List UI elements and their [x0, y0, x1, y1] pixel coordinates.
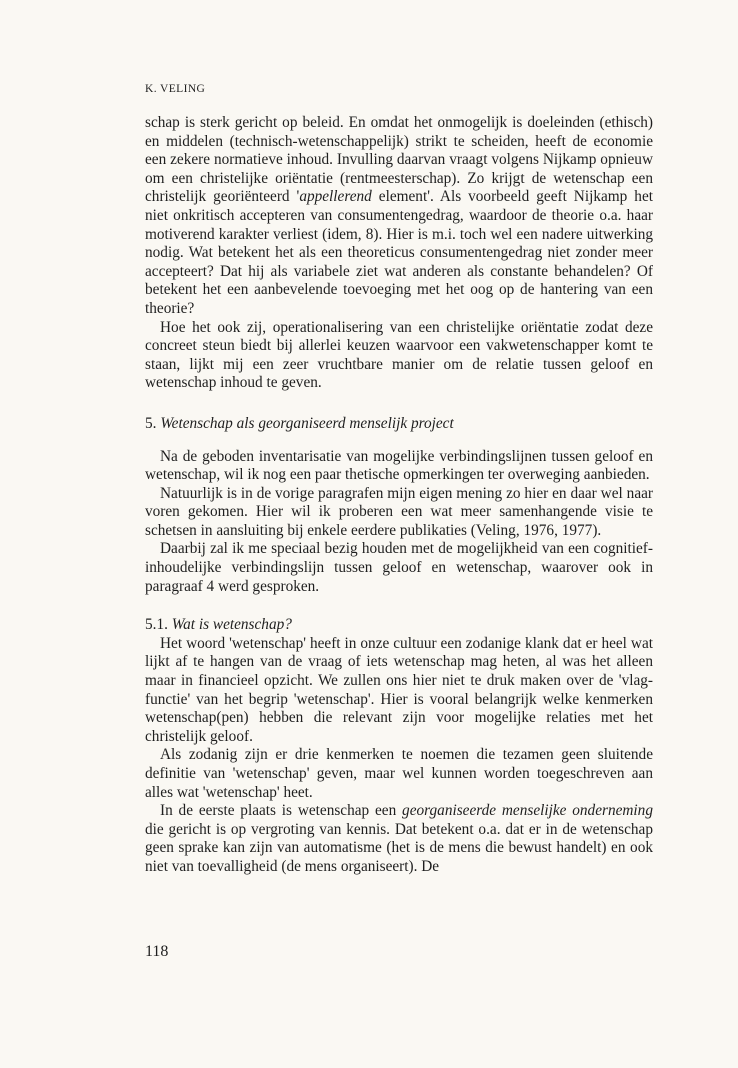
section-5-number: 5.: [145, 414, 157, 432]
paragraph-3: Na de geboden inventarisatie van mogelijke verbindingslijnen tussen geloof en wetenschap, wil ik nog een paar thetische opmerkingen ter overweging aanbieden.: [145, 447, 653, 484]
paragraph-2: Hoe het ook zij, operationalisering van een christelijke oriëntatie zodat deze concreet steun biedt bij allerlei keuzen waarvoor een vakwetenschapper komt te staan, lijkt mij een zeer vruchtbare manier om de relatie tussen geloof en wetenschap inhoud te geven.: [145, 318, 653, 392]
section-5-heading: [145, 415, 653, 434]
paragraph-8: [145, 802, 653, 876]
paragraph-8-text-b: die gericht is op vergroting van kennis. Dat betekent o.a. dat er in de wetenschap geen sprake kan zijn van automatisme (het is de mens die bewust handelt) en ook niet van toevalligheid (de mens organiseert). De: [145, 820, 653, 875]
paragraph-1-text-a: schap is sterk gericht op beleid. En omdat het onmogelijk is doeleinden (ethisch) en middelen (technisch-wetenschappelijk) strikt te scheiden, heeft de economie een zekere normatieve inhoud. Invulling daarvan vraagt volgens Nijkamp opnieuw om een christelijke oriëntatie (rentmeesterschap). Zo krijgt de wetenschap een christelijk georiënteerd ': [145, 114, 653, 206]
page-number: 118: [145, 943, 169, 960]
paragraph-7: Als zodanig zijn er drie kenmerken te noemen die tezamen geen sluitende definitie van 'wetenschap' geven, maar wel kunnen worden toegeschreven aan alles wat 'wetenschap' heet.: [145, 746, 653, 801]
paragraph-1-text-b: element'. Als voorbeeld geeft Nijkamp het niet onkritisch accepteren van consumentengedrag, waardoor de theorie o.a. haar motiverend karakter verliest (idem, 8). Hier is m.i. toch wel een nadere uitwerking nodig. Wat betekent het als een theoreticus consumentengedrag niet zonder meer accepteert? Dat hij als variabele ziet wat anderen als constante behandelen? Of betekent het een aanbevelende toevoeging met het oog op de hantering van een theorie?: [145, 188, 653, 317]
paragraph-8-text-a: In de eerste plaats is wetenschap een: [160, 802, 403, 820]
section-5-1-title: Wat is wetenschap?: [171, 616, 292, 634]
body-text: [145, 114, 653, 877]
section-5-1-heading: [145, 616, 653, 635]
section-5-title: Wetenschap als georganiseerd menselijk project: [160, 414, 454, 432]
paragraph-6: Het woord 'wetenschap' heeft in onze cultuur een zodanige klank dat er heel wat lijkt af te hangen van de vraag of iets wetenschap mag heten, al was het alleen maar in financieel opzicht. We zullen ons hier niet te druk maken over de 'vlag-functie' van het begrip 'wetenschap'. Hier is vooral belangrijk welke kenmerken wetenschap(pen) hebben die relevant zijn voor mogelijke relaties met het christelijk geloof.: [145, 634, 653, 745]
paragraph-5: Daarbij zal ik me speciaal bezig houden met de mogelijkheid van een cognitief-inhoudelijke verbindingslijn tussen geloof en wetenschap, waarover ook in paragraaf 4 werd gesproken.: [145, 540, 653, 595]
paragraph-8-italic: georganiseerde menselijke onderneming: [402, 802, 653, 820]
paragraph-1-italic: appellerend: [299, 188, 372, 206]
running-head: K. VELING: [145, 83, 206, 95]
section-5-1-number: 5.1.: [145, 616, 168, 634]
paragraph-4: Natuurlijk is in de vorige paragrafen mijn eigen mening zo hier en daar wel naar voren gekomen. Hier wil ik proberen een wat meer samenhangende visie te schetsen in aansluiting bij enkele eerdere publikaties (Veling, 1976, 1977).: [145, 484, 653, 539]
paragraph-1: [145, 114, 653, 319]
